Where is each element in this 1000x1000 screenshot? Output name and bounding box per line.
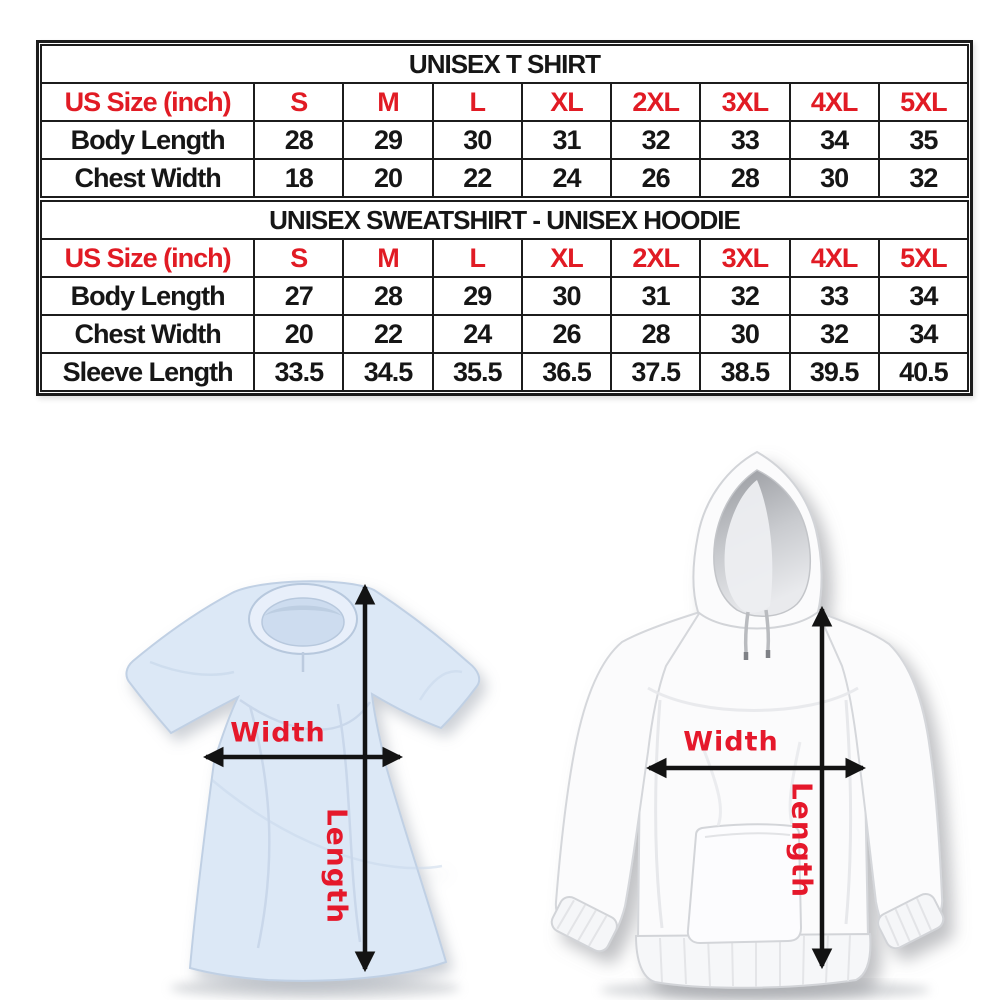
size-cell: 32 (879, 159, 968, 199)
size-chart-table (36, 40, 973, 396)
size-column-header: 4XL (790, 239, 879, 277)
size-cell: 24 (433, 315, 522, 353)
size-column-header: US Size (inch) (41, 239, 254, 277)
tshirt-width-label: Width (230, 717, 326, 749)
size-column-header: 5XL (879, 239, 968, 277)
size-cell: 32 (700, 277, 789, 315)
size-cell: 34 (790, 121, 879, 159)
size-cell: 33 (790, 277, 879, 315)
hoodie-width-label: Width (683, 726, 779, 758)
table-row (41, 159, 968, 199)
size-column-header: XL (522, 83, 611, 121)
size-cell: 30 (433, 121, 522, 159)
table-row (41, 199, 968, 239)
size-cell: 31 (611, 277, 700, 315)
measurement-row-label: Sleeve Length (41, 353, 254, 391)
size-column-header: 2XL (611, 83, 700, 121)
hoodie-pocket (688, 824, 801, 943)
tshirt-figure (126, 581, 479, 981)
table-row (41, 45, 968, 83)
table-row (41, 277, 968, 315)
size-cell: 22 (433, 159, 522, 199)
measurement-row-label: Chest Width (41, 159, 254, 199)
size-column-header: L (433, 83, 522, 121)
size-column-header: US Size (inch) (41, 83, 254, 121)
tshirt-collar-opening (262, 598, 344, 646)
size-cell: 22 (343, 315, 432, 353)
size-cell: 39.5 (790, 353, 879, 391)
size-cell: 27 (254, 277, 343, 315)
measurement-row-label: Body Length (41, 277, 254, 315)
size-column-header: 3XL (700, 83, 789, 121)
size-column-header: 5XL (879, 83, 968, 121)
size-cell: 40.5 (879, 353, 968, 391)
size-cell: 26 (611, 159, 700, 199)
size-cell: 20 (343, 159, 432, 199)
size-column-header: 3XL (700, 239, 789, 277)
hoodie-figure (548, 452, 946, 988)
size-column-header: XL (522, 239, 611, 277)
size-column-header: 2XL (611, 239, 700, 277)
table-section-title: UNISEX SWEATSHIRT - UNISEX HOODIE (41, 199, 968, 239)
size-column-header: M (343, 239, 432, 277)
size-cell: 35 (879, 121, 968, 159)
hoodie-length-label: Length (785, 781, 819, 899)
size-cell: 31 (522, 121, 611, 159)
size-table (40, 44, 969, 392)
size-cell: 38.5 (700, 353, 789, 391)
table-row (41, 121, 968, 159)
size-column-header: S (254, 239, 343, 277)
size-cell: 34 (879, 315, 968, 353)
size-cell: 24 (522, 159, 611, 199)
size-cell: 33 (700, 121, 789, 159)
size-cell: 18 (254, 159, 343, 199)
size-column-header: S (254, 83, 343, 121)
size-cell: 30 (790, 159, 879, 199)
size-column-header: L (433, 239, 522, 277)
size-cell: 34 (879, 277, 968, 315)
size-cell: 32 (611, 121, 700, 159)
size-cell: 28 (700, 159, 789, 199)
size-cell: 20 (254, 315, 343, 353)
garment-diagram (0, 380, 1000, 1000)
size-cell: 29 (433, 277, 522, 315)
table-section-title: UNISEX T SHIRT (41, 45, 968, 83)
size-cell: 28 (611, 315, 700, 353)
size-cell: 30 (522, 277, 611, 315)
measurement-row-label: Body Length (41, 121, 254, 159)
size-cell: 36.5 (522, 353, 611, 391)
size-cell: 30 (700, 315, 789, 353)
size-cell: 28 (254, 121, 343, 159)
table-row (41, 83, 968, 121)
size-cell: 29 (343, 121, 432, 159)
measurement-row-label: Chest Width (41, 315, 254, 353)
size-cell: 34.5 (343, 353, 432, 391)
size-cell: 35.5 (433, 353, 522, 391)
table-row (41, 315, 968, 353)
size-cell: 32 (790, 315, 879, 353)
size-column-header: M (343, 83, 432, 121)
tshirt-length-label: Length (320, 807, 354, 925)
size-cell: 26 (522, 315, 611, 353)
table-row (41, 239, 968, 277)
size-cell: 28 (343, 277, 432, 315)
size-column-header: 4XL (790, 83, 879, 121)
size-cell: 37.5 (611, 353, 700, 391)
size-cell: 33.5 (254, 353, 343, 391)
